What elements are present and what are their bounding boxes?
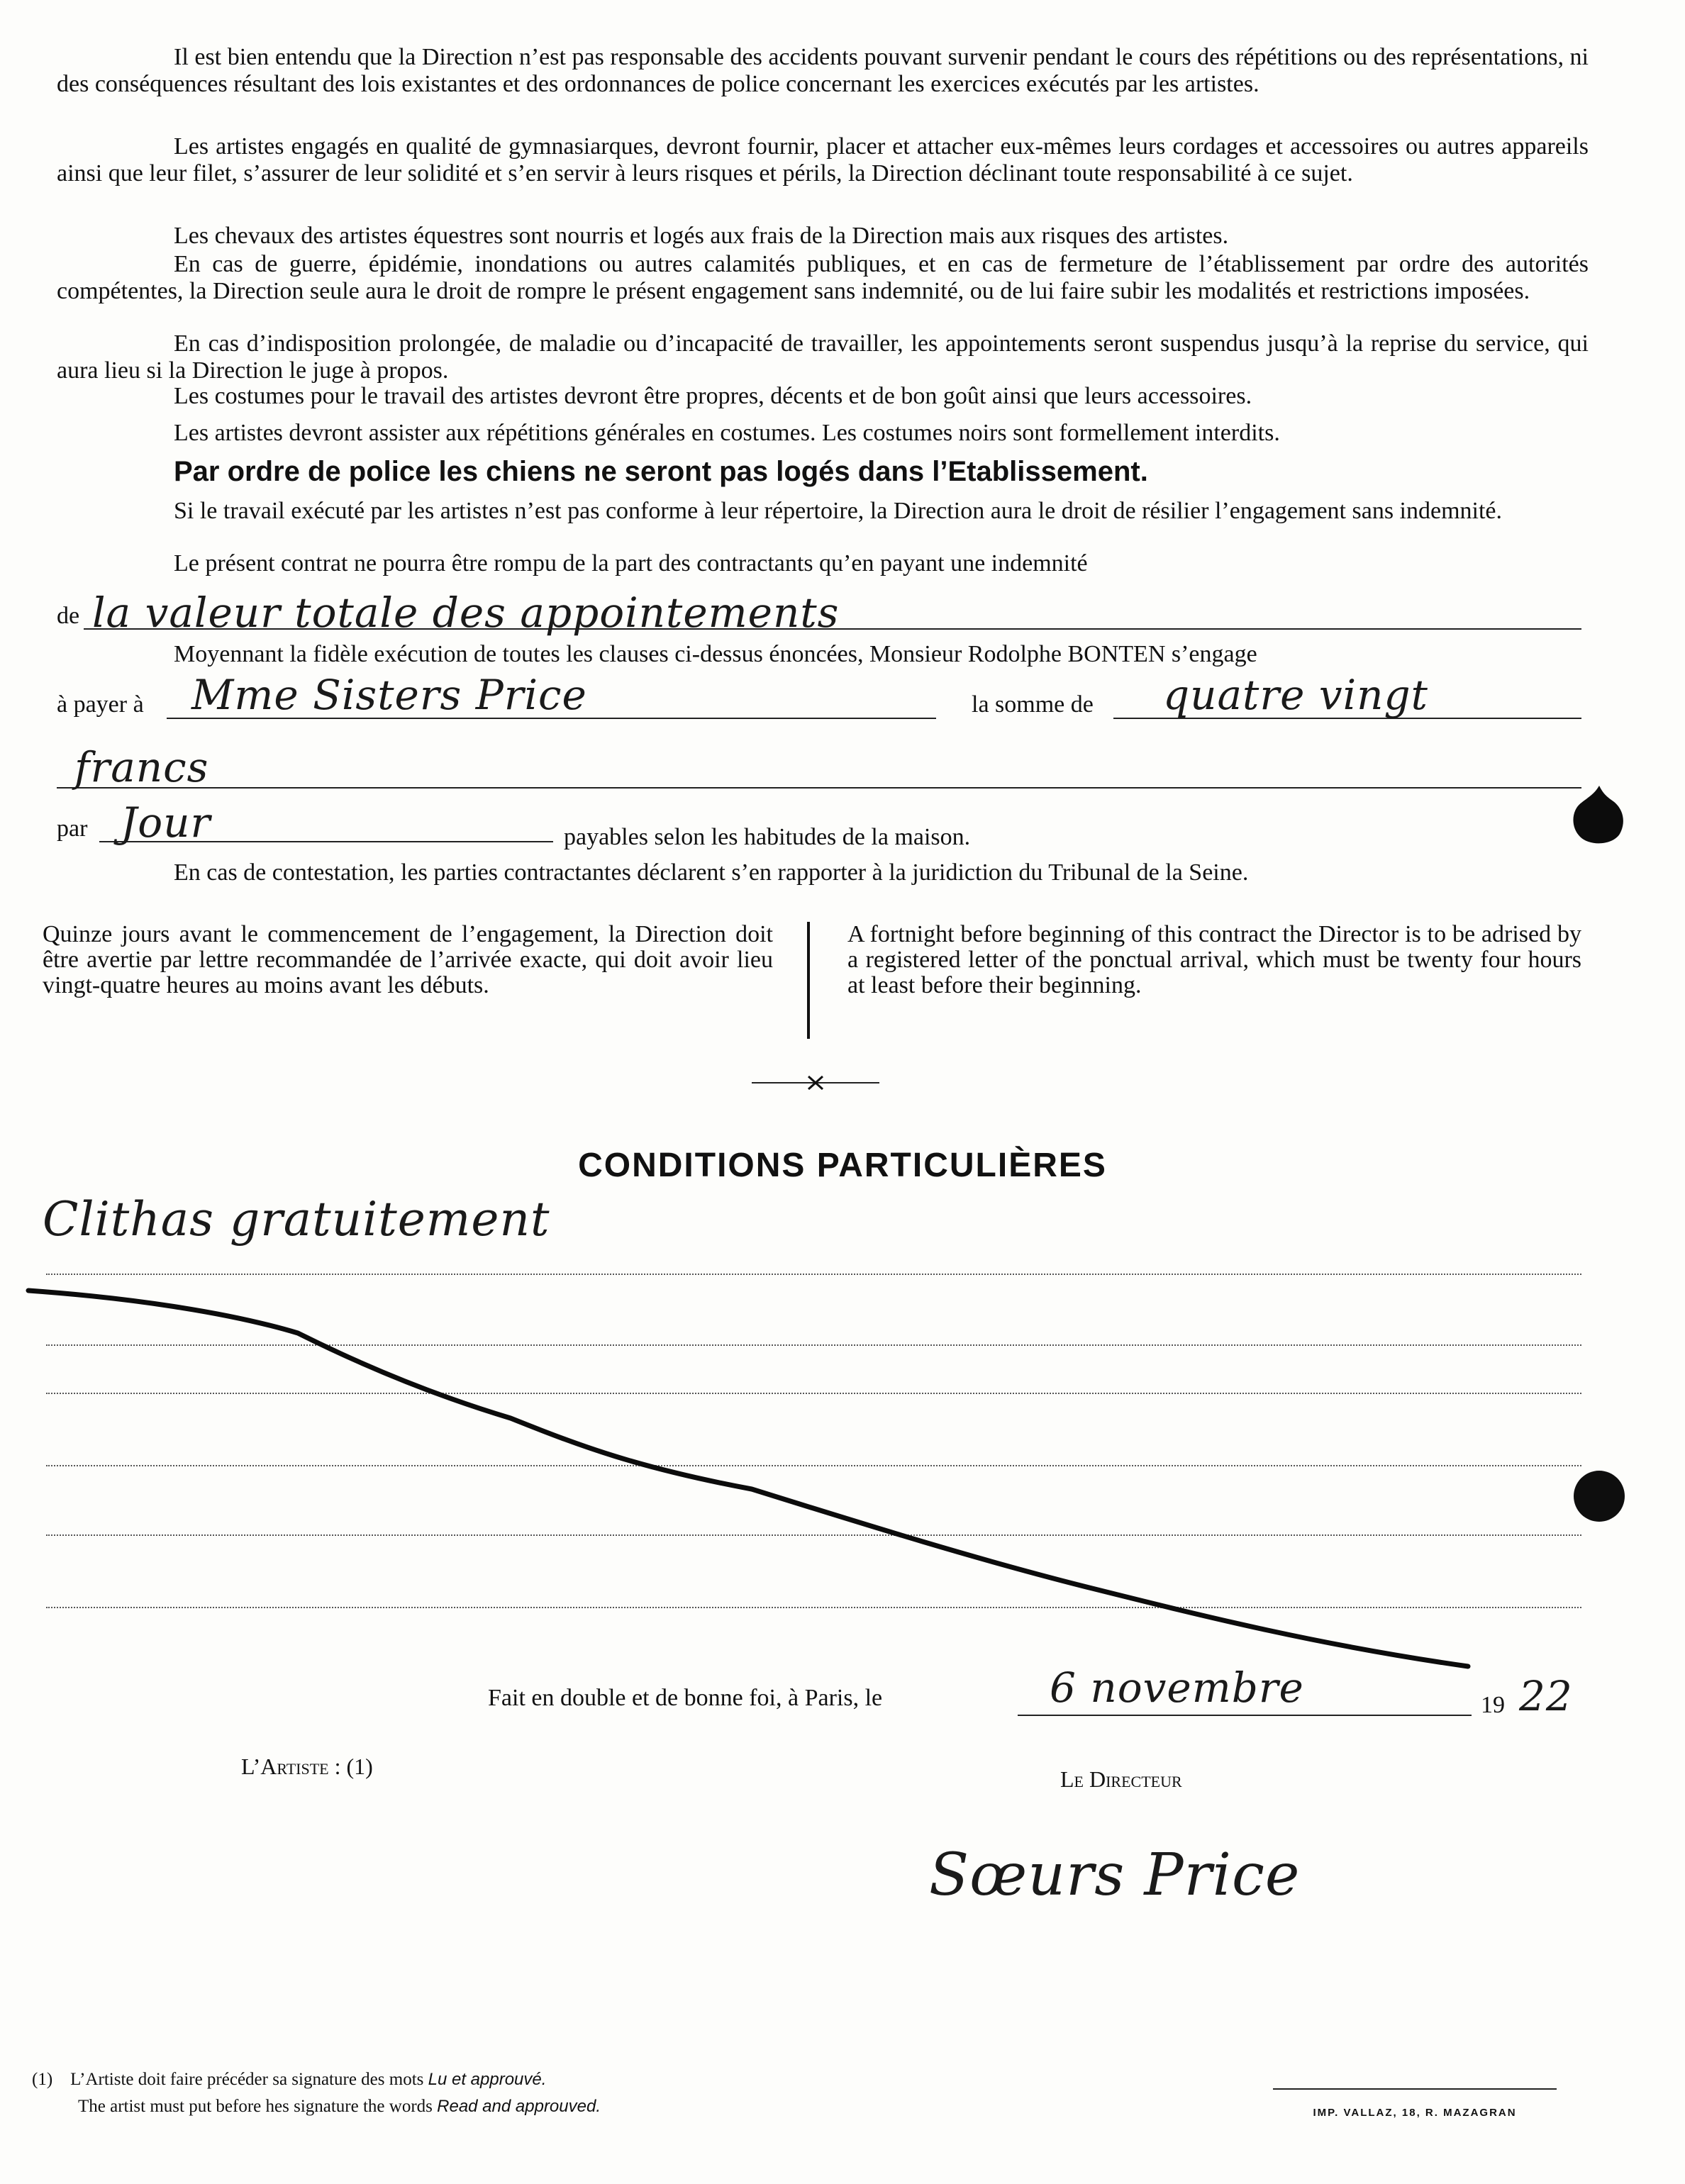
clause-gymnasts-text: Les artistes engagés en qualité de gymnasiarques, devront fournir, placer et attacher eux-mêmes leurs cordages et accessoires ou autres appareils ainsi que leur filet, s’assurer de leur solidité et s’en servir à leurs risques et périls, la Direction déclinant toute responsabilité à ce sujet. xyxy=(57,133,1589,186)
payable-text: payables selon les habitudes de la maison. xyxy=(564,824,971,850)
clause-responsibility-text: Il est bien entendu que la Direction n’est pas responsable des accidents pouvant survenir pendant le cours des répétitions ou des représentations, ni des conséquences résultant des lois existantes et des ordonnances de police concernant les exercices exécutés par les artistes. xyxy=(57,44,1589,97)
clause-calamities xyxy=(57,251,1589,305)
handwritten-payee: Mme Sisters Price xyxy=(191,671,587,719)
per-label: par xyxy=(57,815,88,842)
handwritten-date: 6 novembre xyxy=(1050,1664,1304,1712)
clause-rupture xyxy=(57,550,1589,577)
clause-rehearsals-text: Les artistes devront assister aux répétitions générales en costumes. Les costumes noirs sont formellement interdits. xyxy=(174,420,1280,446)
clause-illness-text: En cas d’indisposition prolongée, de maladie ou d’incapacité de travailler, les appointements seront suspendus jusqu’à la reprise du service, qui aura lieu si la Direction le juge à propos. xyxy=(57,330,1589,384)
clause-costumes-text: Les costumes pour le travail des artistes devront être propres, décents et de bon goût ainsi que leurs accessoires. xyxy=(174,383,1252,409)
director-signature: Sœurs Price xyxy=(929,1842,1301,1909)
handwritten-period: Jour xyxy=(121,798,211,847)
artist-label: L’Artiste : (1) xyxy=(241,1754,373,1779)
footnote-english-words: Read and approuved. xyxy=(437,2097,601,2116)
footnote-french xyxy=(32,2069,546,2090)
indemnity-prefix: de xyxy=(57,603,80,629)
handwritten-amount: quatre vingt xyxy=(1163,671,1428,719)
clause-responsibility xyxy=(57,44,1589,98)
amount-continuation-line xyxy=(57,787,1581,789)
clause-gymnasts xyxy=(57,133,1589,187)
handwritten-indemnity: la valeur totale des appointements xyxy=(92,589,840,637)
date-line xyxy=(1018,1715,1472,1716)
footnote-english-text: The artist must put before hes signature the words xyxy=(78,2097,433,2116)
cancel-stroke xyxy=(0,1276,1525,1673)
special-conditions-heading: CONDITIONS PARTICULIÈRES xyxy=(578,1147,1107,1184)
handwritten-year: 22 xyxy=(1519,1672,1573,1720)
notice-french: Quinze jours avant le commencement de l’engagement, la Direction doit être avertie par lettre recommandée de l’arrivée exacte, qui doit avoir lieu vingt-quatre heures au moins avant les débuts. xyxy=(43,921,773,998)
clause-horses-text: Les chevaux des artistes équestres sont nourris et logés aux frais de la Direction mais aux risques des artistes. xyxy=(174,223,1229,249)
footnote-french-text: L’Artiste doit faire précéder sa signature des mots xyxy=(70,2070,424,2089)
director-label: Le Directeur xyxy=(1060,1766,1182,1792)
printer-imprint: IMP. VALLAZ, 18, R. MAZAGRAN xyxy=(1273,2088,1557,2119)
special-conditions-rule xyxy=(46,1274,1581,1275)
clause-calamities-text: En cas de guerre, épidémie, inondations ou autres calamités publiques, et en cas de fermeture de l’établissement par ordre des autorités compétentes, la Direction seule aura le droit de rompre le présent engagement sans indemnité, ou de lui faire subir les modalités et restrictions imposées. xyxy=(57,251,1589,304)
ink-blot-icon xyxy=(1567,780,1631,851)
clause-rupture-text: Le présent contrat ne pourra être rompu de la part des contractants qu’en payant une indemnité xyxy=(174,550,1088,576)
notice-english: A fortnight before beginning of this contract the Director is to be adrised by a registered letter of the ponctual arrival, which must be twenty four hours at least before their beginning. xyxy=(847,921,1581,998)
ink-blot-icon xyxy=(1571,1468,1628,1525)
footnote-marker: (1) xyxy=(32,2070,53,2089)
clause-repertoire xyxy=(57,498,1589,525)
execution-clause: Moyennant la fidèle exécution de toutes les clauses ci-dessus énoncées, Monsieur Rodolphe BONTEN s’engage xyxy=(174,641,1257,667)
separator-ornament-icon xyxy=(752,1072,879,1093)
sum-label: la somme de xyxy=(972,691,1094,718)
clause-repertoire-text: Si le travail exécuté par les artistes n’est pas conforme à leur répertoire, la Direction aura le droit de résilier l’engagement sans indemnité. xyxy=(174,498,1503,524)
handwritten-special-condition: Clithas gratuitement xyxy=(43,1192,550,1247)
footnote-english xyxy=(78,2096,601,2117)
footnote-french-words: Lu et approuvé. xyxy=(428,2070,547,2089)
column-divider xyxy=(807,922,810,1039)
clause-illness xyxy=(57,330,1589,384)
dispute-clause: En cas de contestation, les parties contractantes déclarent s’en rapporter à la juridiction du Tribunal de la Seine. xyxy=(174,859,1249,886)
pay-to-label: à payer à xyxy=(57,691,144,718)
handwritten-currency: francs xyxy=(74,743,209,791)
year-prefix: 19 xyxy=(1481,1692,1505,1718)
clause-costumes xyxy=(57,383,1589,410)
place-date-text: Fait en double et de bonne foi, à Paris, le xyxy=(488,1685,883,1711)
clause-horses xyxy=(57,223,1589,250)
clause-rehearsals xyxy=(57,420,1589,447)
clause-dogs: Par ordre de police les chiens ne seront pas logés dans l’Etablissement. xyxy=(174,456,1148,487)
